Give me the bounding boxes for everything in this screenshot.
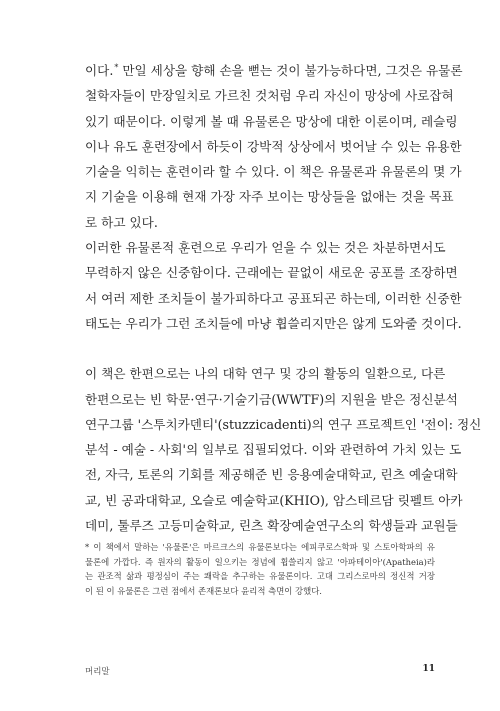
text-line: 무력하지 않은 신중함이다. 근래에는 끝없이 새로운 공포를 조장하면: [85, 265, 458, 281]
text-line: 로 하고 있다.: [85, 214, 158, 230]
running-head: 머리말: [85, 667, 110, 677]
text-line: 이나 유도 훈련장에서 하듯이 강박적 상상에서 벗어날 수 있는 유용한: [85, 138, 462, 154]
text-line: 전, 자극, 토론의 기회를 제공해준 빈 응용예술대학교, 린츠 예술대학: [85, 467, 458, 483]
text-line: 이 책은 한편으로는 나의 대학 연구 및 강의 활동의 일환으로, 다른: [85, 366, 446, 382]
page-number: 11: [422, 664, 435, 674]
text-line: 지 기술을 이용해 현재 가장 자주 보이는 망상들을 없애는 것을 목표: [85, 189, 454, 205]
text-line: 있기 때문이다. 이렇게 볼 때 유물론은 망상에 대한 이론이며, 레슬링: [85, 113, 458, 129]
footnote-marker[interactable]: *: [114, 62, 119, 72]
text-line: 교, 빈 공과대학교, 오슬로 예술학교(KHIO), 암스테르담 릿펠트 아카: [85, 492, 463, 508]
main-text: [85, 58, 482, 538]
footnote-line: 물론에 가깝다. 즉 원자의 활동이 일으키는 정념에 휩쓸리지 않고 '아파테이아'(Apatheia)라: [85, 556, 435, 567]
text-line: 이러한 유물론적 훈련으로 우리가 얻을 수 있는 것은 차분하면서도: [85, 240, 446, 256]
text-line: 기술을 익히는 훈련이라 할 수 있다. 이 책은 유물론과 유물론의 몇 가: [85, 164, 462, 180]
paragraph-gap: [85, 336, 435, 361]
footnote: [85, 540, 435, 598]
text-line: 태도는 우리가 그런 조치들에 마냥 휩쓸리지만은 않게 도와줄 것이다.: [85, 315, 462, 331]
footnote-line: 는 관조적 삶과 평정심이 주는 쾌락을 추구하는 유물론이다. 고대 그리스로마의 정신적 거장: [85, 571, 435, 582]
footnote-line: 이 된 이 유물론은 그런 점에서 존재론보다 윤리적 측면이 강했다.: [85, 585, 322, 596]
footnote-line: * 이 책에서 말하는 '유물론'은 마르크스의 유물론보다는 에피쿠로스학파 및 스토아학파의 유: [85, 542, 435, 552]
text-line: 철학자들이 만장일치로 가르친 것처럼 우리 자신이 망상에 사로잡혀: [85, 88, 454, 104]
text-line: 연구그룹 '스투치카덴티'(stuzzicadenti)의 연구 프로젝트인 '전이: 정신: [85, 416, 482, 432]
text-line: 이다.* 만일 세상을 향해 손을 뻗는 것이 불가능하다면, 그것은 유물론: [85, 62, 463, 78]
text-line: 서 여러 제한 조치들이 불가피하다고 공표되곤 하는데, 이러한 신중한: [85, 290, 462, 306]
text-line: 한편으로는 빈 학문·연구·기술기금(WWTF)의 지원을 받은 정신분석: [85, 391, 458, 407]
text-line: 데미, 툴루즈 고등미술학교, 린츠 확장예술연구소의 학생들과 교원들: [85, 518, 458, 534]
text-line: 분석 - 예술 - 사회'의 일부로 집필되었다. 이와 관련하여 가치 있는 도: [85, 442, 462, 458]
